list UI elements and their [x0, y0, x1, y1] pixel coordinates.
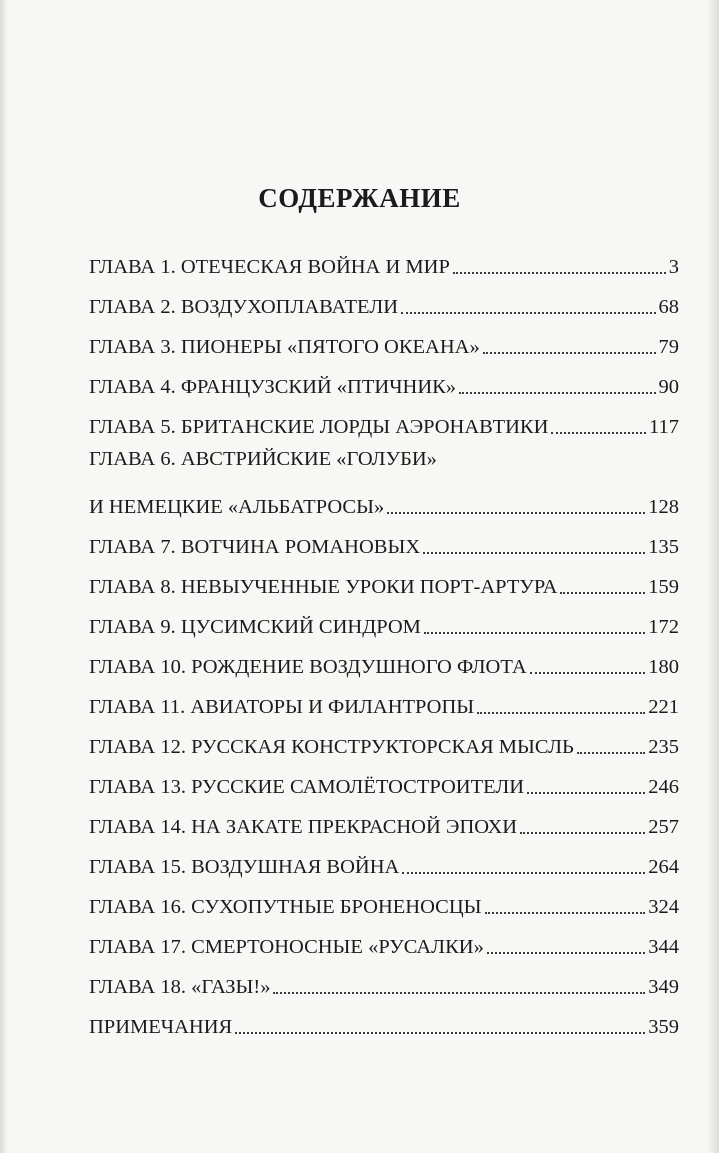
page-shadow-left: [0, 0, 8, 1153]
toc-entry-title: ГЛАВА 2. ВОЗДУХОПЛАВАТЕЛИ: [89, 296, 399, 318]
dot-leader: [477, 711, 645, 714]
toc-entry-page: 324: [648, 896, 679, 918]
toc-entry-title: ГЛАВА 13. РУССКИЕ САМОЛЁТОСТРОИТЕЛИ: [89, 776, 525, 798]
toc-entry-page: 135: [648, 536, 679, 558]
toc-entry-title: ГЛАВА 5. БРИТАНСКИЕ ЛОРДЫ АЭРОНАВТИКИ: [89, 416, 549, 438]
dot-leader: [387, 511, 645, 514]
toc-entry-chapter-1: [89, 239, 679, 279]
toc-entry-page: 246: [648, 776, 679, 798]
toc-entry-chapter-14: [89, 799, 679, 839]
toc-entry-chapter-18: [89, 959, 679, 999]
toc-entry-title: ГЛАВА 16. СУХОПУТНЫЕ БРОНЕНОСЦЫ: [89, 896, 482, 918]
toc-entry-title: ГЛАВА 14. НА ЗАКАТЕ ПРЕКРАСНОЙ ЭПОХИ: [89, 816, 518, 838]
dot-leader: [402, 871, 645, 874]
toc-entry-chapter-13: [89, 759, 679, 799]
toc-entry-chapter-12: [89, 719, 679, 759]
toc-entry-page: 90: [658, 376, 679, 398]
toc-entry-page: 68: [658, 296, 679, 318]
toc-entry-chapter-10: [89, 639, 679, 679]
toc-entry-title: ГЛАВА 10. РОЖДЕНИЕ ВОЗДУШНОГО ФЛОТА: [89, 656, 527, 678]
toc-entry-page: 159: [648, 576, 679, 598]
toc-entry-notes: [89, 999, 679, 1039]
page-title: СОДЕРЖАНИЕ: [258, 183, 461, 213]
page-shadow-right: [707, 0, 719, 1153]
toc-entry-chapter-2: [89, 279, 679, 319]
dot-leader: [235, 1031, 645, 1034]
toc-entry-chapter-3: [89, 319, 679, 359]
dot-leader: [520, 831, 645, 834]
toc-entry-chapter-11: [89, 679, 679, 719]
toc-entry-title: ГЛАВА 11. АВИАТОРЫ И ФИЛАНТРОПЫ: [89, 696, 475, 718]
toc-entry-chapter-8: [89, 559, 679, 599]
toc-entry-title-continuation: И НЕМЕЦКИЕ «АЛЬБАТРОСЫ»: [89, 496, 385, 518]
toc-entry-page: 117: [649, 416, 679, 438]
dot-leader: [273, 991, 645, 994]
toc-entry-chapter-6: [89, 439, 679, 519]
toc-entry-chapter-4: [89, 359, 679, 399]
toc-entry-chapter-5: [89, 399, 679, 439]
dot-leader: [487, 951, 645, 954]
toc-entry-chapter-16: [89, 879, 679, 919]
toc-entry-page: 264: [648, 856, 679, 878]
toc-entry-page: 257: [648, 816, 679, 838]
toc-entry-title-continuation-row: [89, 479, 679, 519]
dot-leader: [527, 791, 645, 794]
toc-entry-title: ПРИМЕЧАНИЯ: [89, 1016, 233, 1038]
toc-entry-title: ГЛАВА 7. ВОТЧИНА РОМАНОВЫХ: [89, 536, 421, 558]
toc-entry-chapter-7: [89, 519, 679, 559]
dot-leader: [485, 911, 646, 914]
toc-entry-title: ГЛАВА 8. НЕВЫУЧЕННЫЕ УРОКИ ПОРТ-АРТУРА: [89, 576, 558, 598]
toc-entry-page: 235: [648, 736, 679, 758]
toc-entry-chapter-15: [89, 839, 679, 879]
dot-leader: [453, 271, 666, 274]
toc-entry-page: 172: [648, 616, 679, 638]
toc-entry-page: 344: [648, 936, 679, 958]
toc-entry-chapter-17: [89, 919, 679, 959]
toc-entry-title: ГЛАВА 9. ЦУСИМСКИЙ СИНДРОМ: [89, 616, 421, 638]
dot-leader: [530, 671, 646, 674]
toc-entry-title: ГЛАВА 12. РУССКАЯ КОНСТРУКТОРСКАЯ МЫСЛЬ: [89, 736, 574, 758]
toc-entry-page: 359: [648, 1016, 679, 1038]
toc-entry-page: 79: [658, 336, 679, 358]
toc-entry-page: 349: [648, 976, 679, 998]
toc-entry-page: 128: [648, 496, 679, 518]
toc-entry-title: ГЛАВА 17. СМЕРТОНОСНЫЕ «РУСАЛКИ»: [89, 936, 484, 958]
dot-leader: [424, 631, 645, 634]
dot-leader: [459, 391, 655, 394]
toc-entry-title: ГЛАВА 3. ПИОНЕРЫ «ПЯТОГО ОКЕАНА»: [89, 336, 480, 358]
toc-entry-title: ГЛАВА 1. ОТЕЧЕСКАЯ ВОЙНА И МИР: [89, 256, 450, 278]
toc-entry-page: 3: [668, 256, 679, 278]
toc-entry-title: ГЛАВА 15. ВОЗДУШНАЯ ВОЙНА: [89, 856, 400, 878]
toc-entry-chapter-9: [89, 599, 679, 639]
dot-leader: [401, 311, 655, 314]
table-of-contents: [89, 239, 679, 1039]
dot-leader: [423, 551, 645, 554]
dot-leader: [577, 751, 645, 754]
dot-leader: [551, 431, 646, 434]
toc-entry-title: ГЛАВА 18. «ГАЗЫ!»: [89, 976, 271, 998]
toc-entry-page: 180: [648, 656, 679, 678]
toc-entry-title: ГЛАВА 4. ФРАНЦУЗСКИЙ «ПТИЧНИК»: [89, 376, 457, 398]
dot-leader: [560, 591, 645, 594]
dot-leader: [483, 351, 656, 354]
toc-entry-page: 221: [648, 696, 679, 718]
toc-entry-title: ГЛАВА 6. АВСТРИЙСКИЕ «ГОЛУБИ»: [89, 448, 437, 470]
